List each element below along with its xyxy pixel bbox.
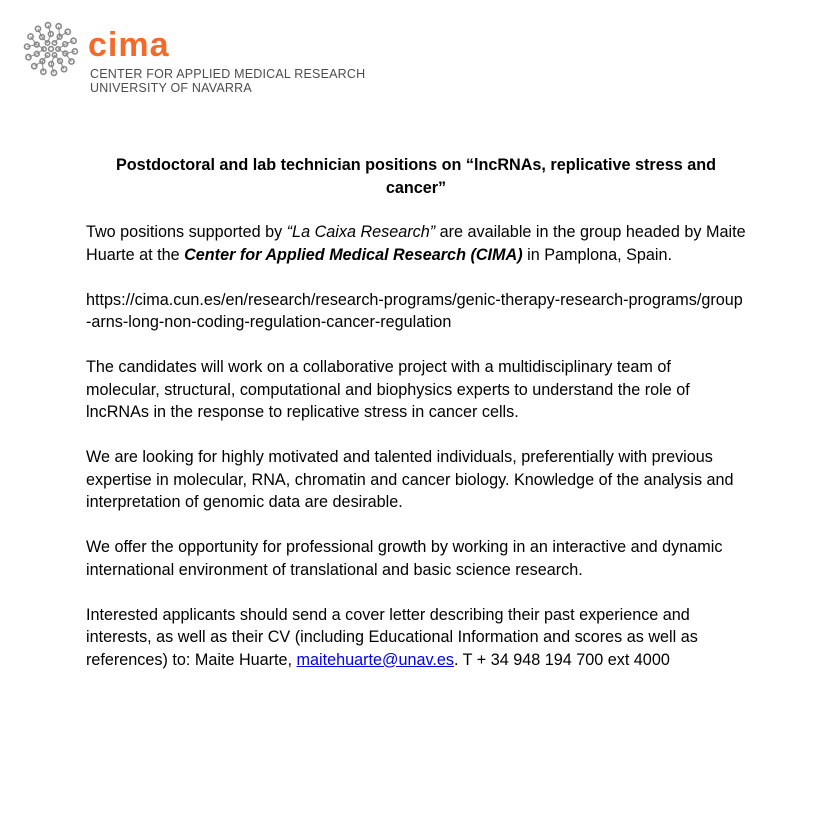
application-text-2: . T + 34 948 194 700 ext 4000 [453,650,670,669]
group-url: https://cima.cun.es/en/research/research-programs/genic-therapy-research-programs/group-arns-long-non-coding-regulation-cancer-regulation [86,290,743,331]
document-body [86,154,746,694]
intro-text-1: Two positions supported by [86,223,287,241]
logo-node [65,29,70,34]
funder-name: “La Caixa Research” [286,223,436,241]
page-title: Postdoctoral and lab technician positions on “lncRNAs, replicative stress and cancer” [116,156,716,197]
logo-center-node [49,47,54,52]
intro-paragraph [86,221,746,266]
offer-paragraph: We offer the opportunity for professional growth by working in an interactive and dynamic international environment of translational and basic science research. [86,538,723,579]
requirements-paragraph: We are looking for highly motivated and talented individuals, preferentially with previous expertise in molecular, RNA, chromatin and cancer biology. Knowledge of the analysis and interpretation of genomic data are desirable. [86,448,734,511]
logo-node [35,26,40,31]
logo-node [45,23,50,28]
application-text-1: Interested applicants should send a cover letter describing their past experience and interests, as well as their CV (including Educational Information and scores as well as references) to: Maite Huarte, [86,605,698,669]
cima-logo-wordmark: cima [88,26,170,64]
cima-header [20,18,366,98]
logo-node [71,38,76,43]
logo-node [61,67,66,72]
logo-node [26,55,31,60]
application-paragraph [86,604,746,672]
logo-node [51,70,56,75]
logo-node [32,64,37,69]
cima-logo-icon [20,18,82,80]
contact-email-link[interactable]: maitehuarte@unav.es [296,650,454,669]
cima-logo-subtitle-line2: UNIVERSITY OF NAVARRA [90,81,252,95]
project-paragraph: The candidates will work on a collaborative project with a multidisciplinary team of molecular, structural, computational and biophysics experts to understand the role of lncRNAs in the response to replicative stress in cancer cells. [86,358,690,421]
intro-text-2: are available in the group headed by Maite Huarte at the [86,223,746,264]
intro-text-3: in Pamplona, Spain. [522,245,672,264]
center-name: Center for Applied Medical Research (CIMA) [184,245,523,264]
cima-logo-subtitle-line1: CENTER FOR APPLIED MEDICAL RESEARCH [90,67,366,81]
